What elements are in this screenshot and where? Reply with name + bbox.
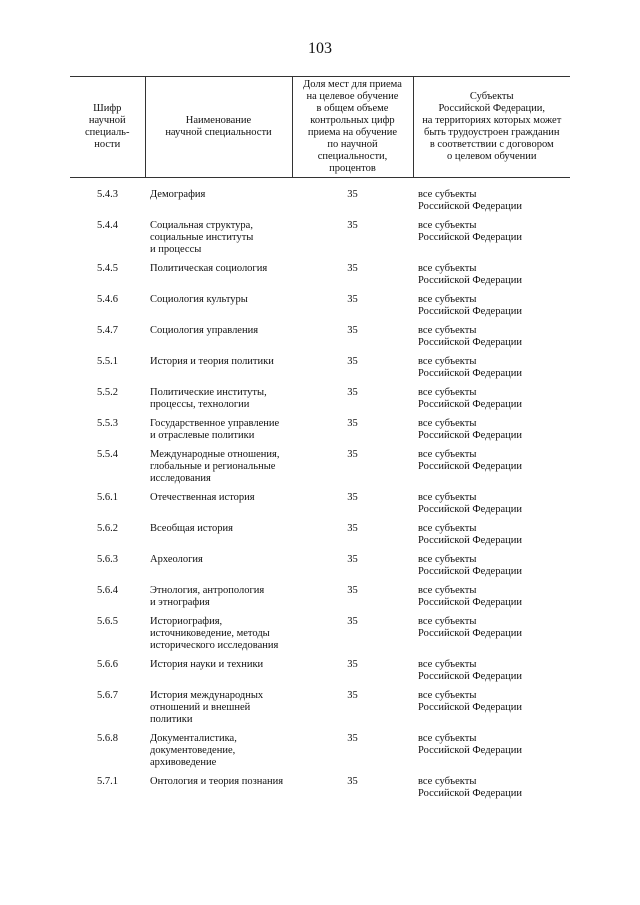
cell-share: 35 bbox=[347, 585, 358, 596]
table-row bbox=[70, 325, 570, 356]
cell-code: 5.4.5 bbox=[97, 263, 118, 274]
cell-share: 35 bbox=[347, 616, 358, 627]
cell-subjects: все субъекты Российской Федерации bbox=[418, 523, 522, 546]
table-header bbox=[70, 77, 570, 178]
table-row bbox=[70, 263, 570, 294]
cell-subjects: все субъекты Российской Федерации bbox=[418, 690, 522, 713]
cell-subjects: все субъекты Российской Федерации bbox=[418, 776, 522, 799]
cell-name: Этнология, антропология и этнография bbox=[150, 585, 265, 608]
cell-code: 5.4.3 bbox=[97, 189, 118, 200]
table-row bbox=[70, 690, 570, 733]
cell-subjects: все субъекты Российской Федерации bbox=[418, 733, 522, 756]
cell-share: 35 bbox=[347, 325, 358, 336]
cell-subjects: все субъекты Российской Федерации bbox=[418, 659, 522, 682]
cell-code: 5.6.8 bbox=[97, 733, 118, 744]
cell-subjects: все субъекты Российской Федерации bbox=[418, 189, 522, 212]
cell-subjects: все субъекты Российской Федерации bbox=[418, 554, 522, 577]
table-row bbox=[70, 220, 570, 263]
cell-subjects: все субъекты Российской Федерации bbox=[418, 585, 522, 608]
cell-subjects: все субъекты Российской Федерации bbox=[418, 356, 522, 379]
cell-share: 35 bbox=[347, 387, 358, 398]
cell-name: Историография, источниковедение, методы исторического исследования bbox=[150, 616, 279, 651]
cell-subjects: все субъекты Российской Федерации bbox=[418, 616, 522, 639]
cell-code: 5.6.6 bbox=[97, 659, 118, 670]
table-row bbox=[70, 776, 570, 807]
cell-subjects: все субъекты Российской Федерации bbox=[418, 387, 522, 410]
cell-share: 35 bbox=[347, 659, 358, 670]
cell-share: 35 bbox=[347, 776, 358, 787]
table-row bbox=[70, 418, 570, 449]
cell-share: 35 bbox=[347, 220, 358, 231]
cell-name: Онтология и теория познания bbox=[150, 776, 284, 787]
cell-share: 35 bbox=[347, 294, 358, 305]
table-body bbox=[70, 178, 570, 808]
cell-code: 5.7.1 bbox=[97, 776, 118, 787]
cell-name: История международных отношений и внешней политики bbox=[150, 690, 264, 725]
cell-share: 35 bbox=[347, 449, 358, 460]
cell-code: 5.6.3 bbox=[97, 554, 118, 565]
cell-code: 5.4.4 bbox=[97, 220, 118, 231]
cell-share: 35 bbox=[347, 523, 358, 534]
table-row bbox=[70, 659, 570, 690]
cell-code: 5.6.5 bbox=[97, 616, 118, 627]
table-row bbox=[70, 554, 570, 585]
table-row bbox=[70, 492, 570, 523]
cell-share: 35 bbox=[347, 189, 358, 200]
specialties-table bbox=[70, 76, 570, 807]
header-code: Шифр научной специаль- ности bbox=[70, 77, 145, 178]
cell-share: 35 bbox=[347, 554, 358, 565]
cell-share: 35 bbox=[347, 263, 358, 274]
cell-code: 5.6.2 bbox=[97, 523, 118, 534]
cell-name: Политическая социология bbox=[150, 263, 268, 274]
cell-subjects: все субъекты Российской Федерации bbox=[418, 325, 522, 348]
cell-share: 35 bbox=[347, 356, 358, 367]
cell-name: Социология культуры bbox=[150, 294, 248, 305]
header-share: Доля мест для приема на целевое обучение в общем объеме контрольных цифр приема на обучение по научной специальности, процентов bbox=[292, 77, 413, 178]
table-row bbox=[70, 523, 570, 554]
cell-subjects: все субъекты Российской Федерации bbox=[418, 418, 522, 441]
cell-share: 35 bbox=[347, 492, 358, 503]
cell-share: 35 bbox=[347, 690, 358, 701]
table-row bbox=[70, 387, 570, 418]
cell-name: Отечественная история bbox=[150, 492, 255, 503]
cell-name: Демография bbox=[150, 189, 206, 200]
cell-subjects: все субъекты Российской Федерации bbox=[418, 263, 522, 286]
cell-subjects: все субъекты Российской Федерации bbox=[418, 449, 522, 472]
cell-name: История и теория политики bbox=[150, 356, 274, 367]
page-number: 103 bbox=[308, 40, 332, 57]
table-row bbox=[70, 585, 570, 616]
cell-code: 5.4.7 bbox=[97, 325, 118, 336]
cell-name: Политические институты, процессы, технологии bbox=[150, 387, 267, 410]
header-name: Наименование научной специальности bbox=[145, 77, 292, 178]
cell-subjects: все субъекты Российской Федерации bbox=[418, 220, 522, 243]
table-row bbox=[70, 616, 570, 659]
table-row bbox=[70, 294, 570, 325]
header-subjects: Субъекты Российской Федерации, на территориях которых может быть трудоустроен гражданин в соответствии с договором о целевом обучении bbox=[413, 77, 570, 178]
cell-name: Всеобщая история bbox=[150, 523, 233, 534]
cell-code: 5.6.7 bbox=[97, 690, 118, 701]
cell-share: 35 bbox=[347, 733, 358, 744]
cell-name: Социальная структура, социальные институты и процессы bbox=[150, 220, 254, 255]
cell-code: 5.6.4 bbox=[97, 585, 118, 596]
cell-code: 5.5.4 bbox=[97, 449, 118, 460]
cell-name: Документалистика, документоведение, архивоведение bbox=[150, 733, 237, 768]
cell-name: Археология bbox=[150, 554, 203, 565]
cell-name: Государственное управление и отраслевые политики bbox=[150, 418, 280, 441]
cell-code: 5.5.3 bbox=[97, 418, 118, 429]
cell-share: 35 bbox=[347, 418, 358, 429]
cell-code: 5.4.6 bbox=[97, 294, 118, 305]
table-row bbox=[70, 189, 570, 220]
cell-name: История науки и техники bbox=[150, 659, 264, 670]
cell-code: 5.5.2 bbox=[97, 387, 118, 398]
cell-name: Международные отношения, глобальные и региональные исследования bbox=[150, 449, 280, 484]
cell-name: Социология управления bbox=[150, 325, 259, 336]
table-row bbox=[70, 733, 570, 776]
cell-code: 5.5.1 bbox=[97, 356, 118, 367]
cell-code: 5.6.1 bbox=[97, 492, 118, 503]
table-row bbox=[70, 449, 570, 492]
cell-subjects: все субъекты Российской Федерации bbox=[418, 492, 522, 515]
cell-subjects: все субъекты Российской Федерации bbox=[418, 294, 522, 317]
table-row bbox=[70, 356, 570, 387]
